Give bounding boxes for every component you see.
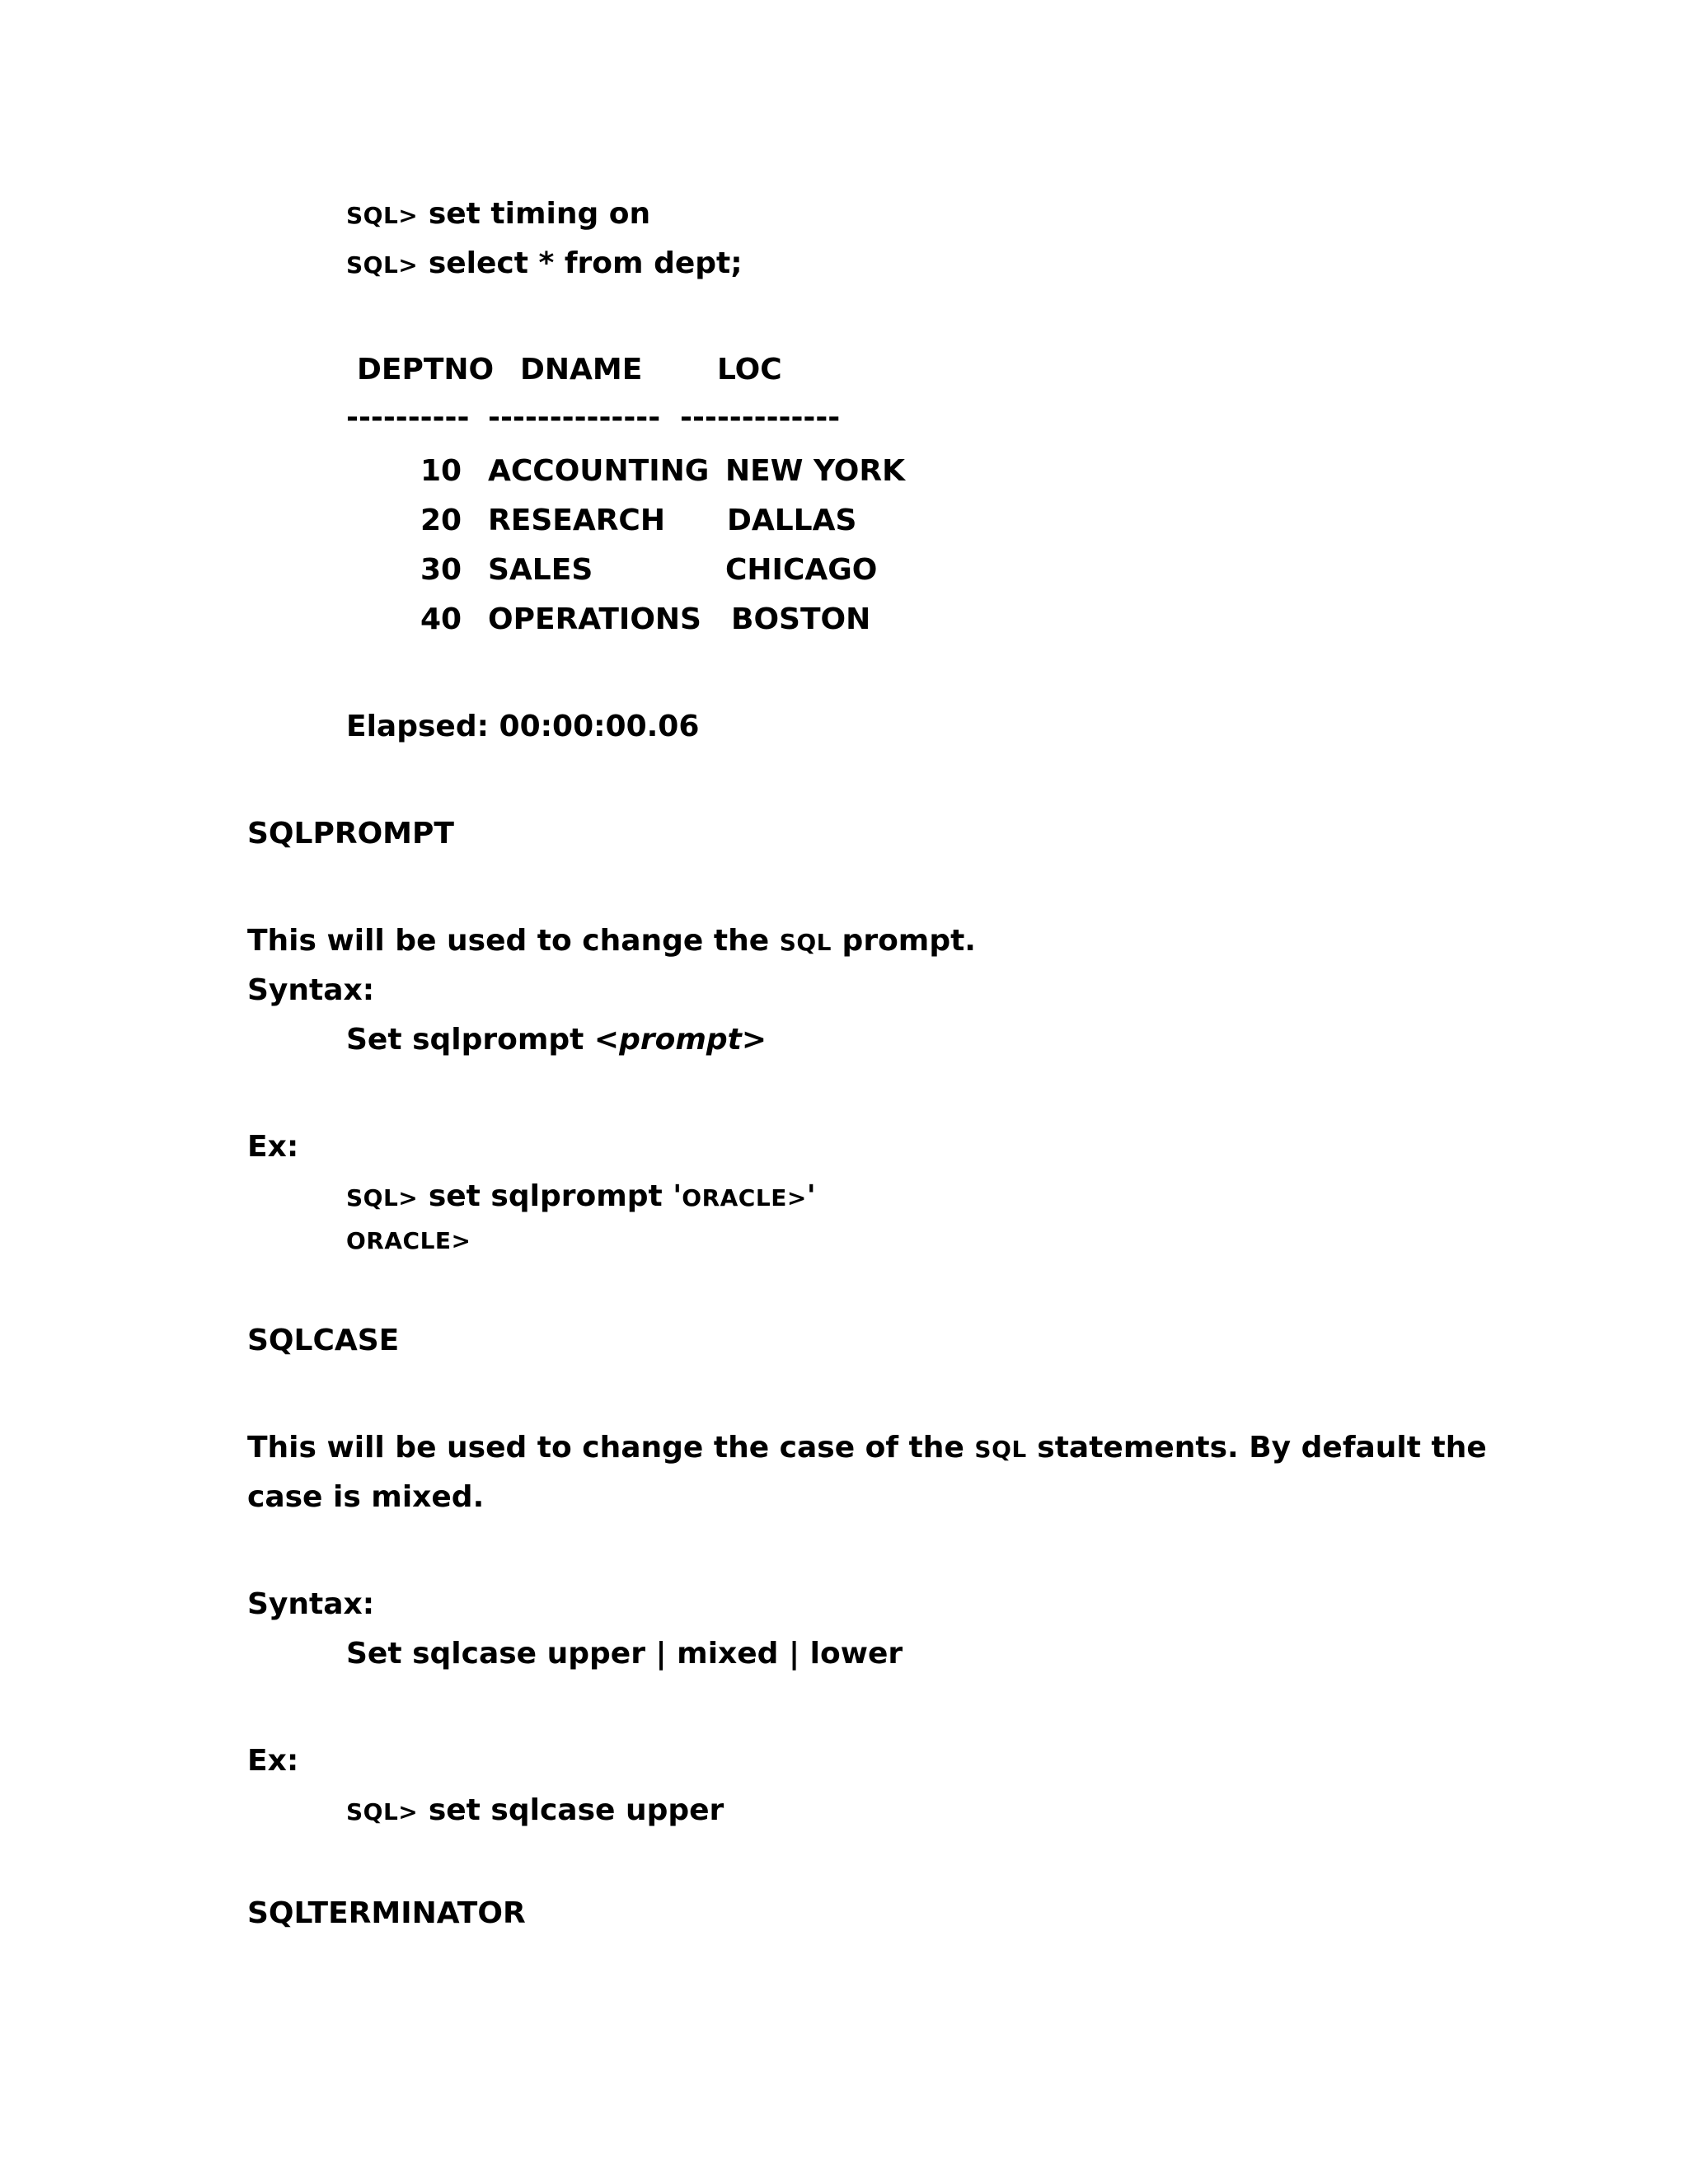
table-cell-loc: DALLAS: [727, 504, 857, 537]
sql-prompt: SQL>: [346, 202, 419, 229]
table-cell-loc: CHICAGO: [725, 553, 878, 587]
table-cell-loc: NEW YORK: [725, 454, 905, 488]
table-cell-dname: ACCOUNTING: [488, 454, 710, 488]
column-header-deptno: DEPTNO: [357, 353, 495, 387]
table-cell-deptno: 10: [420, 454, 462, 488]
code-line-select: [346, 246, 743, 284]
sqlprompt-description: [247, 923, 976, 961]
syntax-text: Set sqlprompt <: [346, 1023, 620, 1057]
sql-prompt: SQL>: [346, 1798, 419, 1825]
sql-command: set timing on: [428, 197, 651, 231]
section-heading-sqlterminator: SQLTERMINATOR: [247, 1896, 526, 1930]
column-header-loc: LOC: [717, 353, 782, 387]
syntax-line: Set sqlcase upper | mixed | lower: [346, 1637, 903, 1671]
syntax-parameter: prompt: [619, 1023, 742, 1057]
syntax-line: [346, 1022, 767, 1058]
sql-prompt-value: ORACLE>: [682, 1184, 807, 1212]
sql-prompt: SQL>: [346, 251, 419, 279]
separator-dname: --------------: [488, 401, 661, 434]
column-header-dname: DNAME: [520, 353, 643, 387]
table-cell-dname: RESEARCH: [488, 504, 665, 537]
sql-prompt: SQL>: [346, 1184, 419, 1212]
description-text: prompt.: [842, 924, 976, 958]
description-text: This will be used to change the: [247, 924, 770, 958]
sql-abbrev: SQL: [974, 1436, 1027, 1463]
section-heading-sqlcase: SQLCASE: [247, 1324, 400, 1357]
oracle-prompt: ORACLE>: [346, 1227, 471, 1254]
sql-abbrev: SQL: [779, 929, 832, 956]
sqlcase-description-line2: case is mixed.: [247, 1480, 485, 1514]
example-label: Ex:: [247, 1744, 299, 1778]
table-cell-deptno: 40: [420, 602, 462, 636]
sql-command: select * from dept;: [428, 246, 743, 280]
table-cell-deptno: 30: [420, 553, 462, 587]
code-line-set-sqlprompt: [346, 1179, 816, 1216]
syntax-label: Syntax:: [247, 973, 375, 1007]
elapsed-time: Elapsed: 00:00:00.06: [346, 710, 700, 743]
table-cell-loc: BOSTON: [731, 602, 871, 636]
separator-loc: -------------: [680, 401, 841, 434]
table-cell-dname: OPERATIONS: [488, 602, 701, 636]
code-line-set-timing: [346, 196, 650, 234]
sql-command: set sqlcase upper: [428, 1793, 724, 1827]
example-label: Ex:: [247, 1130, 299, 1164]
description-text: statements. By default the: [1037, 1431, 1487, 1465]
table-cell-dname: SALES: [488, 553, 593, 587]
sql-command: ': [806, 1179, 816, 1213]
sqlcase-description: [247, 1430, 1487, 1468]
sql-command: set sqlprompt ': [428, 1179, 682, 1213]
syntax-text: >: [741, 1023, 767, 1057]
table-cell-deptno: 20: [420, 504, 462, 537]
section-heading-sqlprompt: SQLPROMPT: [247, 817, 454, 851]
separator-deptno: ----------: [346, 401, 470, 434]
syntax-label: Syntax:: [247, 1587, 375, 1621]
code-line-set-sqlcase: [346, 1793, 724, 1830]
description-text: This will be used to change the case of the: [247, 1431, 964, 1465]
